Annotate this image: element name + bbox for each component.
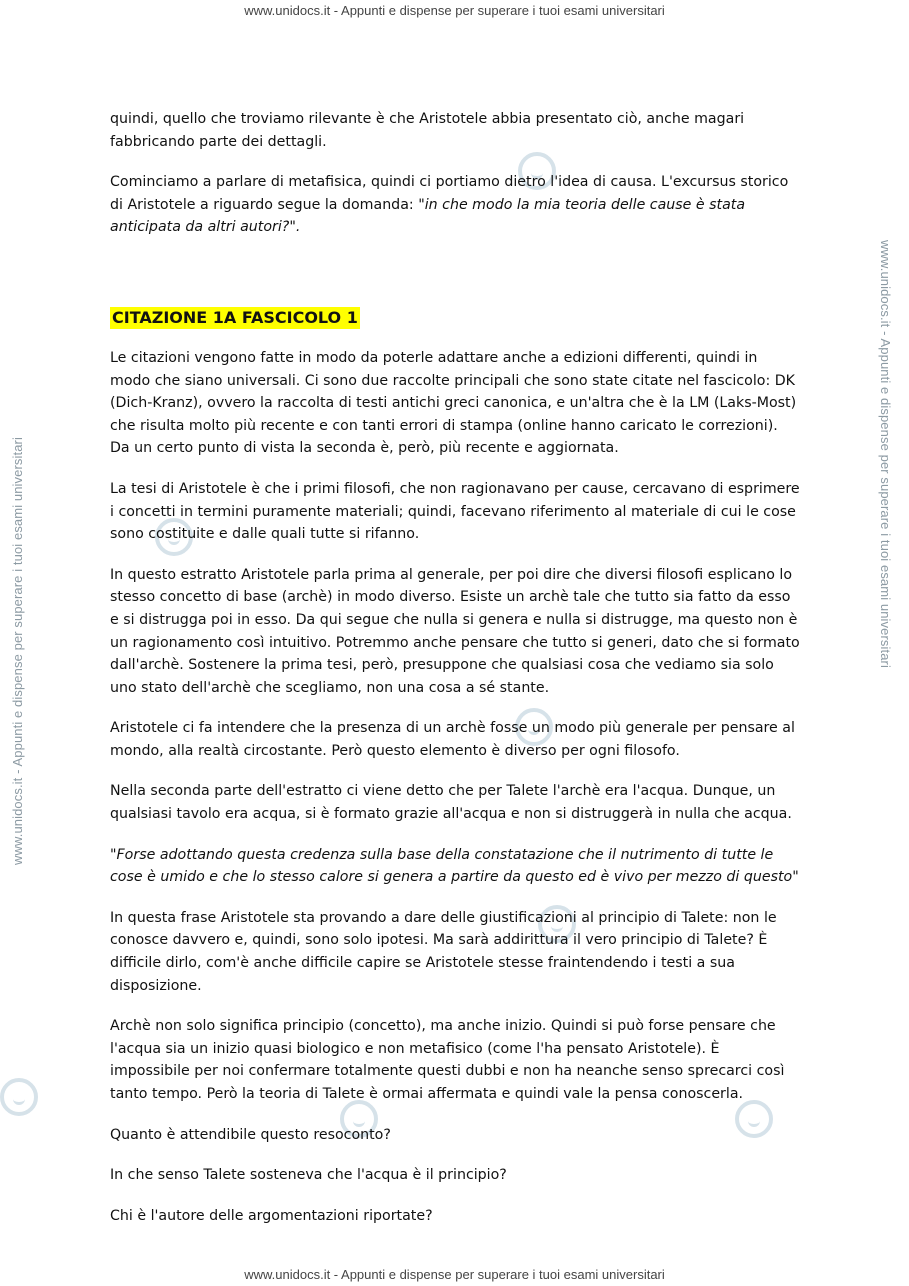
side-watermark-right: www.unidocs.it - Appunti e dispense per superare i tuoi esami universitari bbox=[878, 240, 893, 668]
paragraph: La tesi di Aristotele è che i primi filosofi, che non ragionavano per cause, cercavano di esprimere i concetti in termini puramente materiali; quindi, facevano riferimento al materiale di cui le cose sono costituite e dalle quali tutte si rifanno. bbox=[110, 480, 800, 543]
quotation: "Forse adottando questa credenza sulla base della constatazione che il nutrimento di tutte le cose è umido e che lo stesso calore si genera a partire da questo ed è vivo per mezzo di questo" bbox=[110, 846, 799, 886]
paragraph: quindi, quello che troviamo rilevante è che Aristotele abbia presentato ciò, anche magari fabbricando parte dei dettagli. bbox=[110, 111, 745, 150]
paragraph: In questo estratto Aristotele parla prima al generale, per poi dire che diversi filosofi esplicano lo stesso concetto di base (archè) in modo diverso. Esiste un archè tale che tutto sia fatto da esso e si distrugga poi in esso. Da qui segue che nulla si genera e nulla si distrugge, ma questo non è un ragionamento così intuitivo. Potremmo anche pensare che tutto si generi, dato che si formato dall'archè. Sostenere la prima tesi, però, presuppone che qualsiasi cosa che vediamo sia solo uno stato dell'archè che scegliamo, non una cosa a sé stante. bbox=[110, 566, 800, 696]
question-line: In che senso Talete sosteneva che l'acqua è il principio? bbox=[110, 1167, 507, 1184]
paragraph: Archè non solo significa principio (concetto), ma anche inizio. Quindi si può forse pensare che l'acqua sia un inizio quasi biologico e non metafisico (come l'ha pensato Aristotele). È impossibile per noi confermare totalmente questi dubbi e non ha neanche senso sprecarci così tanto tempo. Però la teoria di Talete è ormai affermata e quindi vale la pensa conoscerla. bbox=[110, 1018, 785, 1102]
paragraph bbox=[110, 171, 800, 239]
document-body bbox=[110, 108, 800, 1245]
section-heading: CITAZIONE 1A FASCICOLO 1 bbox=[112, 307, 358, 327]
paragraph: Aristotele ci fa intendere che la presenza di un archè fosse un modo più generale per pensare al mondo, alla realtà circostante. Però questo elemento è diverso per ogni filosofo. bbox=[110, 720, 795, 759]
header-watermark: www.unidocs.it - Appunti e dispense per superare i tuoi esami universitari bbox=[244, 3, 665, 18]
quoted-question: "in che modo la mia teoria delle cause è stata anticipata da altri autori?". bbox=[110, 196, 746, 236]
watermark-logo-icon bbox=[0, 1078, 38, 1116]
paragraph: Le citazioni vengono fatte in modo da poterle adattare anche a edizioni differenti, quindi in modo che siano universali. Ci sono due raccolte principali che sono state citate nel fascicolo: DK (Dich-Kranz), ovvero la raccolta di testi antichi greci canonica, e un'altra che è la LM (Laks-Most) che risulta molto più recente e con tanti errori di stampa (online hanno caricato le correzioni). Da un certo punto di vista la seconda è, però, più recente e aggiornata. bbox=[110, 349, 797, 457]
paragraph-text: Cominciamo a parlare di metafisica, quindi ci portiamo dietro l'idea di causa. L'excursus storico di Aristotele a riguardo segue la domanda: bbox=[110, 174, 789, 213]
paragraph: Nella seconda parte dell'estratto ci viene detto che per Talete l'archè era l'acqua. Dunque, un qualsiasi tavolo era acqua, si è formato grazie all'acqua e non si distruggerà in nulla che acqua. bbox=[110, 783, 792, 823]
side-watermark-left: www.unidocs.it - Appunti e dispense per superare i tuoi esami universitari bbox=[10, 437, 25, 865]
footer-watermark: www.unidocs.it - Appunti e dispense per superare i tuoi esami universitari bbox=[244, 1267, 665, 1282]
paragraph: In questa frase Aristotele sta provando a dare delle giustificazioni al principio di Talete: non le conosce davvero e, quindi, sono solo ipotesi. Ma sarà addirittura il vero principio di Talete? È difficile dirlo, com'è anche difficile capire se Aristotele stesse fraintendendo i testi a sua disposizione. bbox=[110, 909, 777, 994]
question-line: Chi è l'autore delle argomentazioni riportate? bbox=[110, 1207, 433, 1224]
question-line: Quanto è attendibile questo resoconto? bbox=[110, 1126, 391, 1143]
